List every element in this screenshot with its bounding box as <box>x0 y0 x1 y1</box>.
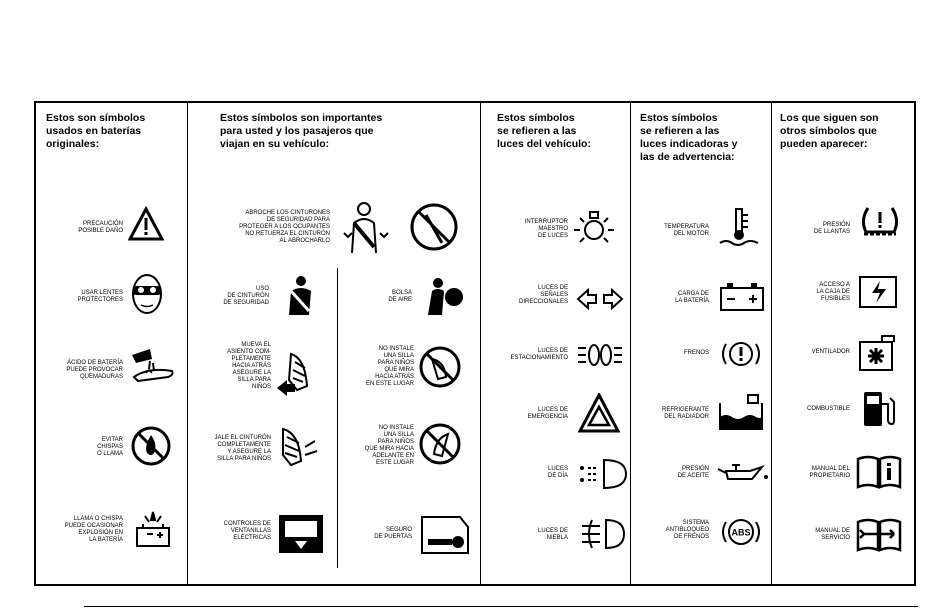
symbol-label: SEGURO DE PUERTAS <box>374 527 412 540</box>
symbol-label: LUCES DE DÍA <box>547 466 568 479</box>
column-header-battery: Estos son símbolos usados en baterías originales: <box>46 112 146 150</box>
symbol-label: MANUAL DE SERVICIO <box>815 528 850 541</box>
daytime-light-icon <box>574 458 630 490</box>
symbol-label: ABROCHE LOS CINTURONES DE SEGURIDAD PARA PROTEGER A LOS OCUPANTES NO RETUERZA EL CINTURÓN AL ABROCHARLO <box>239 210 330 244</box>
svg-text:ABS: ABS <box>731 527 751 538</box>
door-lock-icon <box>420 515 470 555</box>
symbol-label: EVITAR CHISPAS O LLAMA <box>96 437 123 457</box>
fuse-box-icon <box>858 275 898 309</box>
symbol-label: CARGA DE LA BATERÍA <box>675 291 709 304</box>
symbol-label: NO INSTALE UNA SILLA PARA NIÑOS QUE MIRA HACIA ATRÁS EN ESTE LUGAR <box>365 346 414 387</box>
service-manual-icon <box>856 518 902 552</box>
no-rear-child-seat-icon <box>418 345 462 389</box>
symbol-label: USAR LENTES PROTECTORES <box>77 290 123 303</box>
symbol-label: LUCES DE ESTACIONAMIENTO <box>510 348 568 361</box>
no-front-child-seat-icon <box>418 422 462 466</box>
column-divider <box>480 101 481 586</box>
symbol-label: MUEVA EL ASIENTO COM- PLETAMENTE HACIA ATRÁS ASEGURE LA SILLA PARA NIÑOS <box>227 342 271 390</box>
column-divider <box>187 101 188 586</box>
symbol-label: MANUAL DEL PROPIETARIO <box>809 466 850 479</box>
owner-manual-icon <box>856 455 902 489</box>
symbol-label: PRESIÓN DE LLANTAS <box>813 222 850 235</box>
symbol-label: ACCESO A LA CAJA DE FUSIBLES <box>816 282 850 302</box>
oil-pressure-icon <box>716 461 770 485</box>
symbol-label: LLAMA O CHISPA PUEDE OCASIONAR EXPLOSIÓN EN LA BATERÍA <box>64 516 123 543</box>
fan-icon <box>856 334 896 372</box>
column-header-passengers: Estos símbolos son importantes para usted y los pasajeros que viajan en su vehículo: <box>220 112 383 150</box>
symbol-label: LUCES DE NIEBLA <box>537 528 568 541</box>
column-header-warnings: Estos símbolos se refieren a las luces indicadoras y las de advertencia: <box>640 112 738 163</box>
acid-burn-icon <box>128 345 178 385</box>
child-seat-rear-icon <box>275 350 325 396</box>
battery-explosion-icon <box>133 510 173 550</box>
power-window-icon <box>277 513 325 555</box>
tire-pressure-icon <box>858 204 902 238</box>
airbag-icon <box>420 275 464 319</box>
symbol-label: ÁCIDO DE BATERÍA PUEDE PROVOCAR QUEMADURAS <box>66 360 123 380</box>
symbol-label: SISTEMA ANTIBLOQUEO DE FRENOS <box>665 520 709 540</box>
column-header-lights: Estos símbolos se refieren a las luces del vehículo: <box>497 112 591 150</box>
fuel-icon <box>862 390 896 428</box>
brake-icon <box>720 338 762 370</box>
hazard-icon <box>578 393 620 433</box>
parking-light-icon <box>576 340 624 370</box>
coolant-icon <box>718 393 764 431</box>
page-rule <box>84 606 918 607</box>
symbol-label: COMBUSTIBLE <box>806 406 850 412</box>
column-divider <box>630 101 631 586</box>
seatbelt-icon <box>283 275 319 317</box>
symbol-label: VENTILADOR <box>811 349 850 355</box>
fog-light-icon <box>578 518 626 550</box>
symbol-label: REFRIGERANTE DEL RADIADOR <box>661 407 709 420</box>
master-light-icon <box>572 208 616 248</box>
symbol-label: BOLSA DE AIRE <box>388 290 412 303</box>
battery-charge-icon <box>719 280 765 312</box>
column-header-other: Los que siguen son otros símbolos que pueden aparecer: <box>780 112 879 150</box>
symbol-label: PRESIÓN DE ACEITE <box>677 466 709 479</box>
symbol-label: FRENOS <box>683 350 709 356</box>
engine-temp-icon <box>718 207 760 247</box>
symbol-label: LUCES DE SEÑALES DIRECCIONALES <box>518 285 568 305</box>
column-divider <box>771 101 772 586</box>
child-seat-belt-icon <box>275 425 325 469</box>
seatbelt-no-twist-icon <box>342 199 460 257</box>
symbol-label: CONTROLES DE VENTANILLAS ELÉCTRICAS <box>223 521 271 541</box>
symbol-label: TEMPERATURA DEL MOTOR <box>664 224 709 237</box>
symbol-label: PRECAUCIÓN POSIBLE DAÑO <box>78 221 123 234</box>
turn-signal-icon <box>576 288 624 310</box>
symbol-label: INTERRUPTOR MAESTRO DE LUCES <box>524 219 568 239</box>
no-flame-icon <box>130 425 172 467</box>
warning-triangle-icon <box>128 206 164 242</box>
symbol-label: JALE EL CINTURÓN COMPLETAMENTE Y ASEGURE LA SILLA PARA NIÑOS <box>214 435 271 462</box>
abs-icon <box>720 516 762 548</box>
symbol-label: USO DE CINTURÓN DE SEGURIDAD <box>223 286 269 306</box>
safety-goggles-icon <box>130 272 164 316</box>
sub-column-divider <box>337 268 338 568</box>
symbol-label: LUCES DE EMERGENCIA <box>527 407 568 420</box>
symbol-label: NO INSTALE UNA SILLA PARA NIÑOS QUE MIRA HACIA ADELANTE EN ESTE LUGAR <box>364 425 414 466</box>
